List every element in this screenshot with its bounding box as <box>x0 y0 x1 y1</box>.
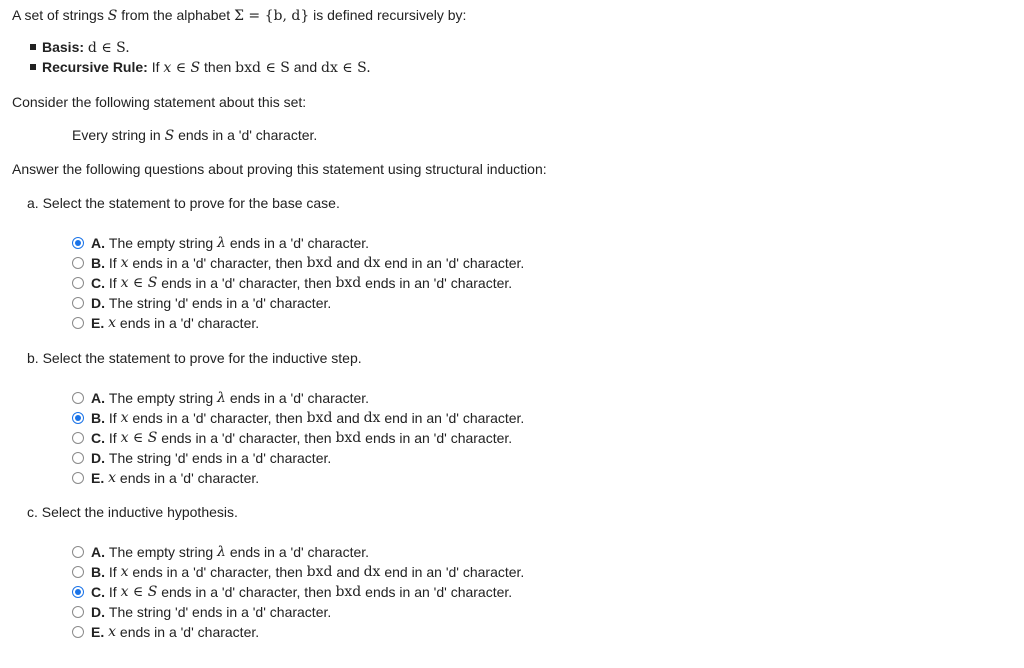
option-post: ends in an 'd' character. <box>365 584 513 600</box>
option-pre: If <box>108 564 117 580</box>
option-post: ends in an 'd' character. <box>365 430 513 446</box>
recursive-x-in-s: x ∈ S <box>163 60 201 76</box>
option-letter: B. <box>91 564 105 580</box>
option-post: end in an 'd' character. <box>384 410 525 426</box>
option-row-e[interactable] <box>72 314 259 332</box>
option-math1: x <box>120 255 129 271</box>
option-post: end in an 'd' character. <box>384 255 525 271</box>
option-row-a[interactable] <box>72 234 369 252</box>
intro-rest-text: is defined recursively by: <box>313 7 467 23</box>
option-post: end in an 'd' character. <box>384 564 525 580</box>
option-math1: x <box>120 410 129 426</box>
option-math: x <box>108 470 117 486</box>
option-mid: ends in a 'd' character, then <box>161 430 332 446</box>
option-math3: dx <box>363 255 381 271</box>
intro-from-text: from the alphabet <box>121 7 231 23</box>
option-math2: bxd <box>335 430 362 446</box>
option-math2: bxd <box>306 564 333 580</box>
bullet-icon <box>30 64 36 70</box>
option-math: λ <box>217 235 226 251</box>
option-math: x <box>108 624 117 640</box>
radio-button-icon[interactable] <box>72 546 84 558</box>
option-mid: ends in a 'd' character, then <box>132 564 303 580</box>
option-mid: ends in a 'd' character, then <box>132 410 303 426</box>
recursive-label: Recursive Rule: <box>42 59 148 75</box>
option-row-d[interactable] <box>72 294 331 312</box>
option-math1: x ∈ S <box>120 275 158 291</box>
statement-line <box>72 126 317 145</box>
option-math3: dx <box>363 410 381 426</box>
option-row-c[interactable] <box>72 583 512 601</box>
option-letter: B. <box>91 255 105 271</box>
option-row-c[interactable] <box>72 429 512 447</box>
recursive-if: If <box>151 59 160 75</box>
option-pre: The empty string <box>108 235 214 251</box>
option-row-b[interactable] <box>72 563 524 581</box>
option-post: ends in a 'd' character. <box>229 235 370 251</box>
option-post: ends in a 'd' character. <box>119 470 260 486</box>
option-and: and <box>336 255 360 271</box>
option-math2: bxd <box>335 275 362 291</box>
option-mid: ends in a 'd' character, then <box>132 255 303 271</box>
bullet-icon <box>30 44 36 50</box>
question-prompt: b. Select the statement to prove for the inductive step. <box>27 350 362 366</box>
answer-prompt: Answer the following questions about proving this statement using structural induction: <box>12 161 547 177</box>
option-row-e[interactable] <box>72 623 259 641</box>
option-and: and <box>336 410 360 426</box>
basis-math: d ∈ S. <box>87 40 130 56</box>
option-math3: dx <box>363 564 381 580</box>
option-letter: B. <box>91 410 105 426</box>
option-pre: If <box>108 410 117 426</box>
option-letter: D. <box>91 604 105 620</box>
option-math2: bxd <box>306 255 333 271</box>
option-letter: E. <box>91 315 105 331</box>
option-text: The string 'd' ends in a 'd' character. <box>108 604 332 620</box>
intro-set-symbol: S <box>107 8 118 24</box>
option-letter: C. <box>91 275 105 291</box>
option-letter: D. <box>91 295 105 311</box>
statement-pre: Every string in <box>72 127 161 143</box>
option-pre: If <box>108 275 117 291</box>
option-letter: A. <box>91 235 105 251</box>
option-row-a[interactable] <box>72 543 369 561</box>
radio-button-icon[interactable] <box>72 317 84 329</box>
recursive-then: then <box>204 59 232 75</box>
option-math1: x <box>120 564 129 580</box>
radio-button-icon[interactable] <box>72 237 84 249</box>
question-prompt: a. Select the statement to prove for the base case. <box>27 195 340 211</box>
recursive-dx: dx ∈ S. <box>321 60 371 76</box>
radio-button-icon[interactable] <box>72 392 84 404</box>
option-letter: A. <box>91 390 105 406</box>
option-post: ends in a 'd' character. <box>229 390 370 406</box>
option-letter: C. <box>91 584 105 600</box>
recursive-rule-line <box>42 58 371 77</box>
option-row-d[interactable] <box>72 603 331 621</box>
option-letter: C. <box>91 430 105 446</box>
radio-button-icon[interactable] <box>72 586 84 598</box>
radio-button-icon[interactable] <box>72 472 84 484</box>
recursive-bxd: bxd ∈ S <box>235 60 290 76</box>
option-row-c[interactable] <box>72 274 512 292</box>
radio-button-icon[interactable] <box>72 452 84 464</box>
option-math2: bxd <box>306 410 333 426</box>
option-math: λ <box>217 390 226 406</box>
recursive-and: and <box>293 59 318 75</box>
option-post: ends in an 'd' character. <box>365 275 513 291</box>
option-pre: If <box>108 255 117 271</box>
radio-button-icon[interactable] <box>72 277 84 289</box>
option-row-d[interactable] <box>72 449 331 467</box>
intro-alphabet: Σ = {b, d} <box>234 8 310 24</box>
basis-label: Basis: <box>42 39 85 55</box>
option-row-b[interactable] <box>72 409 524 427</box>
question-prompt: c. Select the inductive hypothesis. <box>27 504 238 520</box>
option-pre: If <box>108 430 117 446</box>
intro-line <box>12 6 466 25</box>
option-pre: The empty string <box>108 390 214 406</box>
option-post: ends in a 'd' character. <box>229 544 370 560</box>
option-post: ends in a 'd' character. <box>119 315 260 331</box>
option-pre: The empty string <box>108 544 214 560</box>
radio-button-icon[interactable] <box>72 257 84 269</box>
option-and: and <box>336 564 360 580</box>
option-math2: bxd <box>335 584 362 600</box>
option-math: λ <box>217 544 226 560</box>
option-letter: A. <box>91 544 105 560</box>
radio-button-icon[interactable] <box>72 626 84 638</box>
option-text: The string 'd' ends in a 'd' character. <box>108 450 332 466</box>
option-letter: D. <box>91 450 105 466</box>
basis-line <box>42 38 130 57</box>
intro-text: A set of strings <box>12 7 104 23</box>
option-math1: x ∈ S <box>120 584 158 600</box>
radio-button-icon[interactable] <box>72 566 84 578</box>
option-pre: If <box>108 584 117 600</box>
option-letter: E. <box>91 470 105 486</box>
radio-button-icon[interactable] <box>72 297 84 309</box>
option-row-e[interactable] <box>72 469 259 487</box>
option-text: The string 'd' ends in a 'd' character. <box>108 295 332 311</box>
option-row-a[interactable] <box>72 389 369 407</box>
consider-text: Consider the following statement about this set: <box>12 94 307 110</box>
option-letter: E. <box>91 624 105 640</box>
statement-set-symbol: S <box>164 128 175 144</box>
option-post: ends in a 'd' character. <box>119 624 260 640</box>
statement-post: ends in a 'd' character. <box>178 127 318 143</box>
option-mid: ends in a 'd' character, then <box>161 275 332 291</box>
option-mid: ends in a 'd' character, then <box>161 584 332 600</box>
radio-button-icon[interactable] <box>72 432 84 444</box>
option-math1: x ∈ S <box>120 430 158 446</box>
option-math: x <box>108 315 117 331</box>
option-row-b[interactable] <box>72 254 524 272</box>
radio-button-icon[interactable] <box>72 412 84 424</box>
radio-button-icon[interactable] <box>72 606 84 618</box>
